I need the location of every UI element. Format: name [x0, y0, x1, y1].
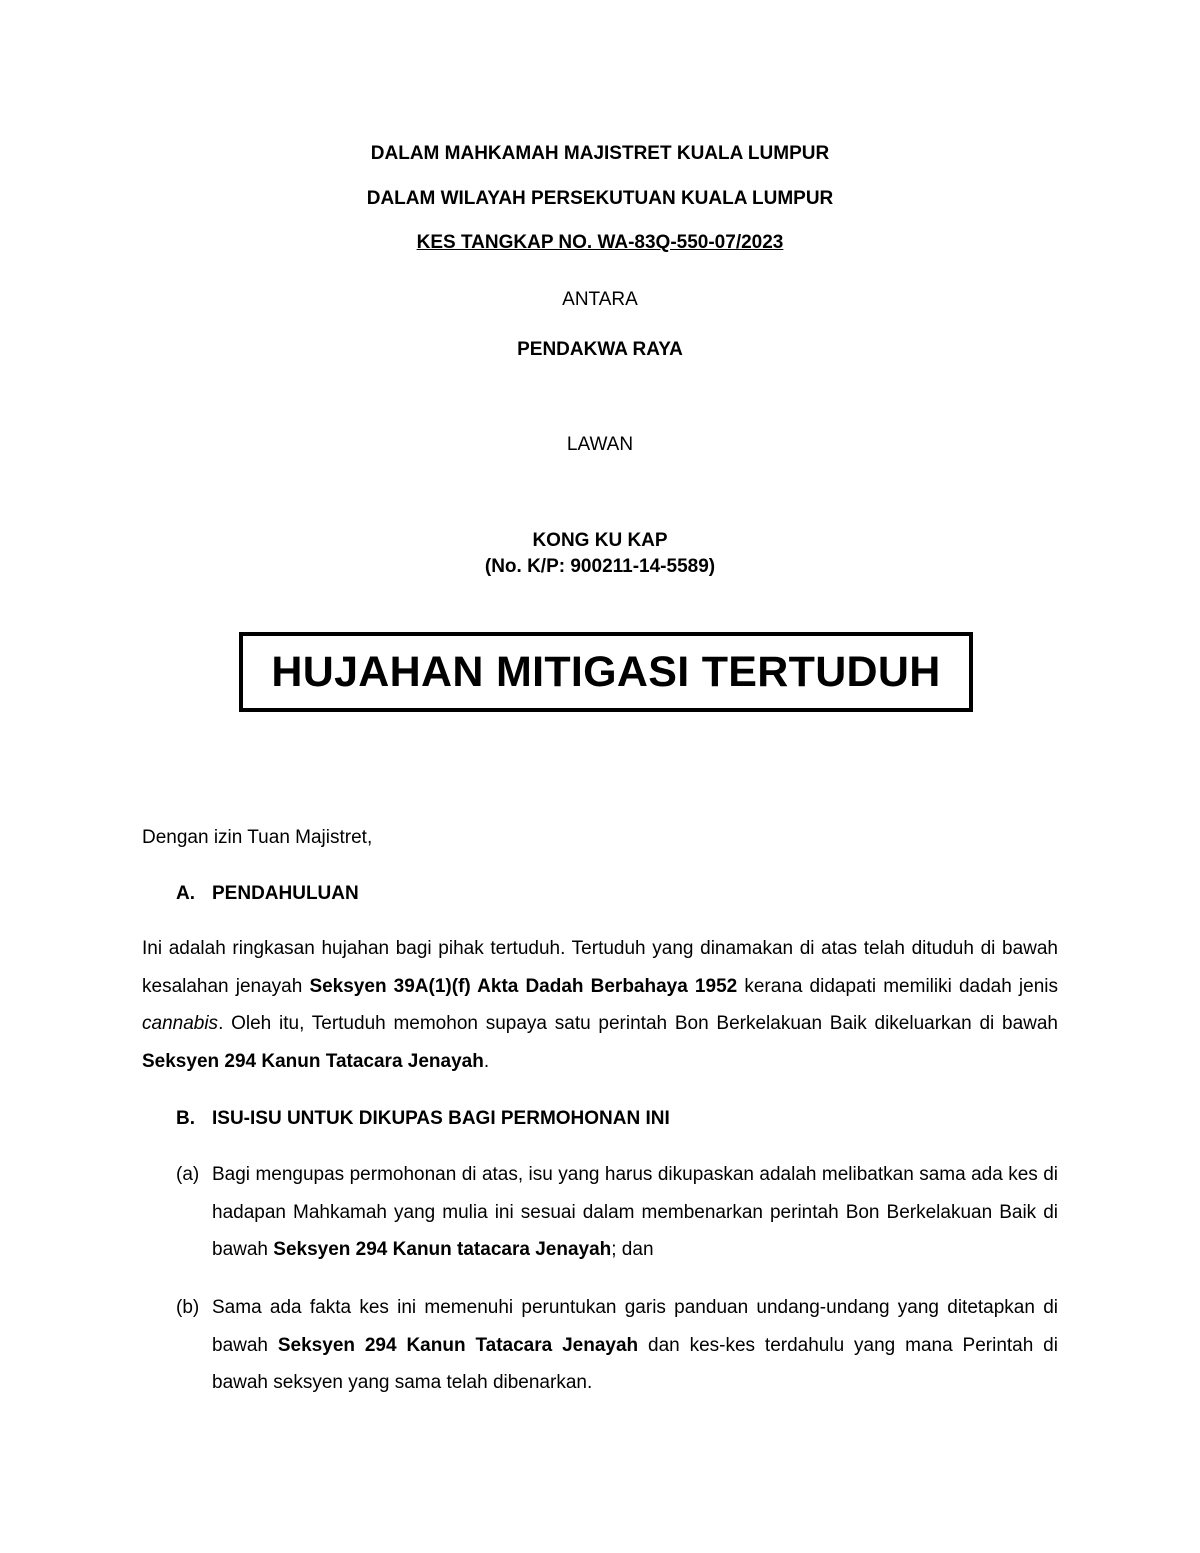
list-item-text	[212, 1289, 1058, 1402]
case-number: KES TANGKAP NO. WA-83Q-550-07/2023	[416, 232, 784, 253]
item-text: Bagi mengupas permohonan di atas, isu yang harus dikupaskan adalah melibatkan sama ada kes di hadapan Mahkamah yang mulia ini sesuai dalam membenarkan perintah Bon Berkelakuan Baik di bawah	[212, 1164, 1058, 1260]
court-name: DALAM MAHKAMAH MAJISTRET KUALA LUMPUR	[370, 143, 830, 164]
para-text: Ini adalah ringkasan hujahan bagi pihak tertuduh. Tertuduh yang dinamakan di atas telah dituduh di bawah kesalahan jenayah	[142, 938, 1058, 997]
case-number-line	[0, 232, 1200, 254]
para-text: .	[483, 1050, 490, 1072]
section-a-letter: A.	[176, 883, 195, 904]
salutation: Dengan izin Tuan Majistret,	[142, 827, 373, 848]
versus-label: LAWAN	[566, 434, 634, 455]
para-bold-statute: Seksyen 39A(1)(f) Akta Dadah Berbahaya 1952	[309, 975, 738, 997]
accused-ic-number: (No. K/P: 900211-14-5589)	[484, 556, 716, 577]
list-marker: (a)	[176, 1164, 200, 1185]
para-text: . Oleh itu, Tertuduh memohon supaya satu perintah Bon Berkelakuan Baik dikeluarkan di bawah	[218, 1013, 1058, 1034]
territory-name: DALAM WILAYAH PERSEKUTUAN KUALA LUMPUR	[366, 188, 834, 209]
accused-name: KONG KU KAP	[532, 530, 668, 551]
list-item-a	[176, 1156, 1058, 1269]
para-text: kerana didapati memiliki dadah jenis	[737, 975, 1058, 997]
list-item-b	[176, 1289, 1058, 1402]
section-b-letter: B.	[176, 1108, 195, 1129]
section-a-heading	[176, 883, 359, 905]
section-b-title: ISU-ISU UNTUK DIKUPAS BAGI PERMOHONAN INI	[212, 1108, 670, 1129]
item-text: dan kes-kes terdahulu yang mana Perintah di bawah seksyen yang sama telah dibenarkan.	[212, 1334, 1058, 1393]
document-title-box	[239, 632, 973, 712]
document-title: HUJAHAN MITIGASI TERTUDUH	[271, 647, 941, 696]
list-item-text	[212, 1156, 1058, 1269]
between-label: ANTARA	[562, 289, 638, 310]
para-bold-statute: Seksyen 294 Kanun Tatacara Jenayah	[142, 1050, 484, 1072]
list-marker: (b)	[176, 1297, 200, 1318]
item-text: ; dan	[611, 1239, 654, 1260]
item-bold-statute: Seksyen 294 Kanun tatacara Jenayah	[273, 1239, 612, 1260]
section-a-paragraph	[142, 930, 1058, 1080]
section-a-title: PENDAHULUAN	[212, 883, 359, 904]
item-bold-statute: Seksyen 294 Kanun Tatacara Jenayah	[277, 1334, 639, 1356]
prosecutor-party: PENDAKWA RAYA	[517, 339, 683, 360]
section-b-heading	[176, 1108, 670, 1130]
para-italic-term: cannabis	[142, 1013, 219, 1034]
item-text: Sama ada fakta kes ini memenuhi peruntukan garis panduan undang-undang yang ditetapkan di bawah	[212, 1297, 1058, 1356]
